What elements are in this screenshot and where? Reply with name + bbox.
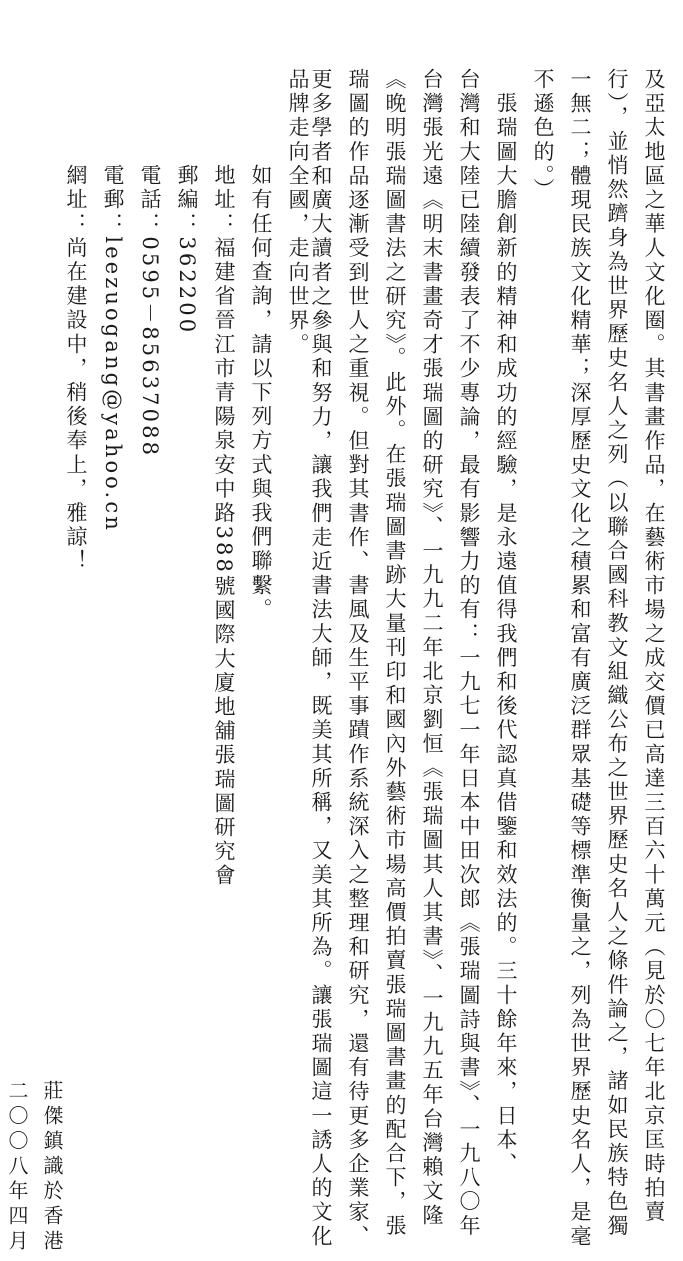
contact-website: 網址：尚在建設中，稍後奉上，雅諒！ xyxy=(64,140,88,574)
body-column-5: 張瑞圖大膽創新的精神和成功的經驗，是永遠值得我們和後代認真借鑒和效法的。三十餘年來，日本、 xyxy=(494,68,518,1177)
body-column-9: 瑞圖的作品逐漸受到世人之重視。但對其書作、書風及生平事蹟作系統深入之整理和研究，還有待更多企業家、 xyxy=(346,68,370,1249)
signature-date: 二〇〇八年四月 xyxy=(5,1080,29,1255)
body-column-11: 品牌走向全國，走向世界。 xyxy=(286,68,310,358)
body-column-6: 台灣和大陸已陸續發表了不少專論，最有影響力的有：一九七一年日本中田次郎《張瑞圖詩與書》、一九八〇年 xyxy=(457,68,481,1239)
contact-address: 地址：福建省晉江市青陽泉安中路388號國際大廈地舖張瑞圖研究會 xyxy=(212,140,236,889)
body-column-7: 台灣張光遠《明末書畫奇才張瑞圖的研究》、一九九二年北京劉恒《張瑞圖其人其書》、一九九五年台灣賴文隆 xyxy=(420,68,444,1228)
body-column-4: 不遜色的。） xyxy=(531,68,555,203)
body-column-1: 及亞太地區之華人文化圈。其書畫作品，在藝術市場之成交價已高達三百六十萬元（見於〇七年北京匡時拍賣 xyxy=(642,68,666,1225)
contact-email: 電郵：leezuogang@yahoo.cn xyxy=(101,140,125,533)
contact-phone: 電話：0595－85637088 xyxy=(138,140,162,459)
signature-author: 莊傑鎮識於香港 xyxy=(40,1080,64,1255)
contact-intro: 如有任何查詢，請以下列方式與我們聯繫。 xyxy=(249,140,273,622)
body-column-3: 一無二；體現民族文化精華；深厚歷史文化之積累和富有廣泛群眾基礎等標準衡量之，列為世界歷史名人，是毫 xyxy=(568,68,592,1249)
contact-postcode: 郵編：362200 xyxy=(175,140,199,336)
body-column-10: 更多學者和廣大讀者之參與和努力，讓我們走近書法大師，既美其所稱，又美其所為。讓張瑞圖這一誘人的文化 xyxy=(309,68,333,1249)
body-column-2: 行），並悄然躋身為世界歷史名人之列（以聯合國科教文組織公布之世界歷史名人之條件論之，諸如民族特色獨 xyxy=(605,68,629,1239)
body-column-8: 《晚明張瑞圖書法之研究》。此外。在張瑞圖書跡大量刊印和國內外藝術市場高價拍賣張瑞圖書畫的配合下，張 xyxy=(383,68,407,1239)
